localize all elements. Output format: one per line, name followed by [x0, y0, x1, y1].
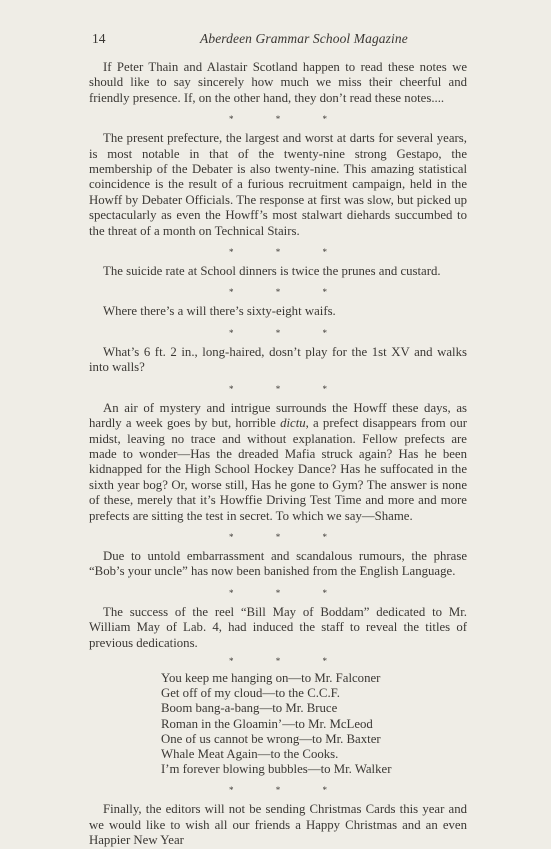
paragraph-prefecture: The present prefecture, the largest and worst at darts for several years, is most notable in that of the twenty-nine strong Gestapo, the membership of the Debater is also twenty-nine. This amazing statistical coincidence is the result of a furious recruitment campaign, held in the Howff by Debater Officials. The response at first was slow, but picked up spectacularly as even the Howff’s most stalwart diehards succumbed to the threat of a month on Technical Stairs. [89, 131, 467, 238]
separator: * * * [229, 247, 347, 258]
paragraph-thain-scotland: If Peter Thain and Alastair Scotland happen to read these notes we should like to say sincerely how much we miss their cheerful and friendly presence. If, on the other hand, they don’t read these notes.... [89, 60, 467, 105]
paragraph-school-dinners: The suicide rate at School dinners is twice the prunes and custard. [103, 264, 441, 279]
dictu-italic: dictu [280, 416, 306, 431]
notes-body [89, 60, 467, 849]
separator: * * * [229, 327, 347, 338]
paragraph-reel-dedication: The success of the reel “Bill May of Boddam” dedicated to Mr. William May of Lab. 4, had induced the staff to reveal the titles of previous dedications. [89, 604, 467, 650]
page-header [0, 31, 551, 51]
dedication-item: I’m forever blowing bubbles—to Mr. Walker [161, 762, 392, 777]
paragraph-waifs: Where there’s a will there’s sixty-eight waifs. [103, 304, 336, 319]
separator: * * * [229, 114, 347, 125]
howff-text-before: An air of mystery and intrigue surrounds the Howff these days, as hardly a week goes by but, horrible [89, 400, 467, 431]
dedication-item: One of us cannot be wrong—to Mr. Baxter [161, 731, 381, 746]
dedications-list [161, 671, 467, 777]
separator: * * * [229, 587, 347, 598]
dedication-item: You keep me hanging on—to Mr. Falconer [161, 670, 381, 685]
dedication-item: Get off of my cloud—to the C.C.F. [161, 686, 340, 701]
paragraph-howff-mystery [89, 401, 467, 524]
howff-text-after: , a prefect disappears from our midst, leaving no trace and without explanation. Fellow prefects are made to wonder—Has the dreaded Mafia struck again? Has he been kidnapped for the High School Hockey Dance? Has he suffocated in the sixth year bog? Or, worse still, Has he gone to Gym? The answer is none of these, merely that it’s Howffie Driving Test Time and more and more prefects are sitting the test in secret. To which we say—Shame. [89, 416, 467, 523]
separator: * * * [229, 383, 347, 394]
dedication-item: Roman in the Gloamin’—to Mr. McLeod [161, 716, 373, 731]
separator: * * * [229, 785, 347, 796]
separator: * * * [229, 287, 347, 298]
separator: * * * [229, 531, 347, 542]
page-number: 14 [92, 31, 106, 46]
running-head: Aberdeen Grammar School Magazine [200, 31, 408, 46]
paragraph-bobs-uncle: Due to untold embarrassment and scandalous rumours, the phrase “Bob’s your uncle” has now been banished from the English Language. [89, 548, 467, 579]
paragraph-christmas: Finally, the editors will not be sending Christmas Cards this year and we would like to wish all our friends a Happy Christmas and an even Happier New Year [89, 802, 467, 848]
paragraph-riddle: What’s 6 ft. 2 in., long-haired, dosn’t play for the 1st XV and walks into walls? [89, 344, 467, 375]
dedication-item: Boom bang-a-bang—to Mr. Bruce [161, 701, 338, 716]
dedication-item: Whale Meat Again—to the Cooks. [161, 746, 339, 761]
separator: * * * [229, 655, 347, 666]
